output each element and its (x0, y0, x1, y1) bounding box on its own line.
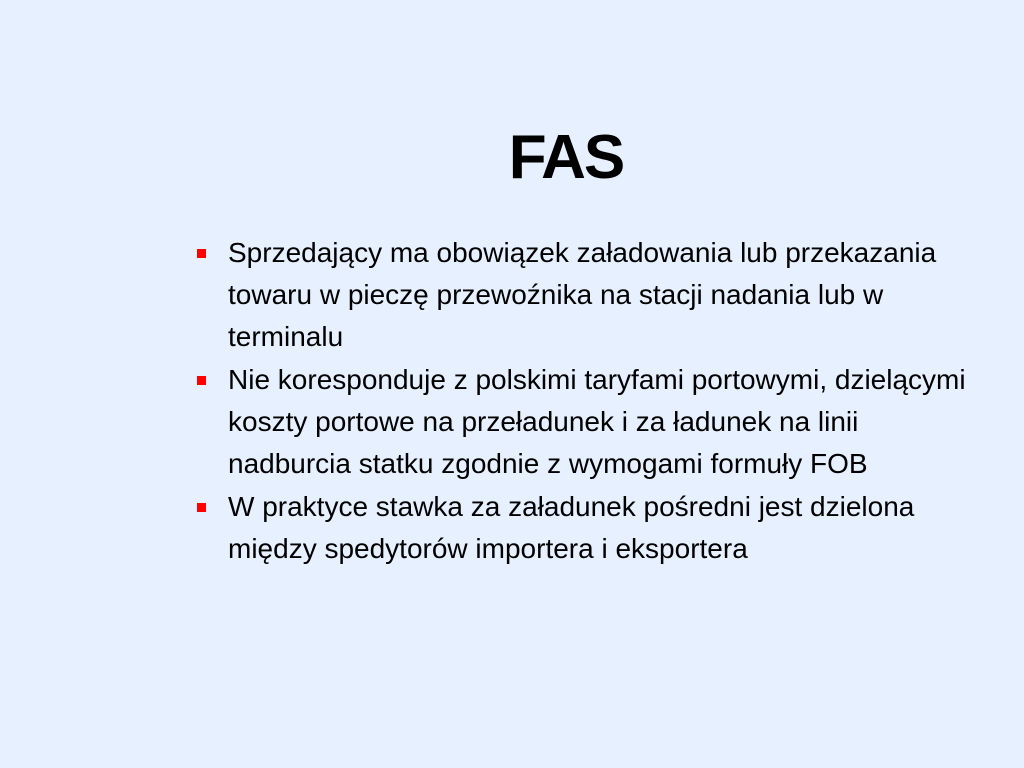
bullet-list (192, 232, 982, 571)
bullet-square-icon (197, 376, 206, 385)
bullet-text-2: Nie koresponduje z polskimi taryfami portowymi, dzielącymi koszty portowe na przeładunek i za ładunek na linii nadburcia statku zgodnie z wymogami formuły FOB (228, 364, 966, 479)
bullet-text-3: W praktyce stawka za załadunek pośredni jest dzielona między spedytorów importera i eksportera (228, 491, 915, 564)
slide-title: FAS (508, 123, 624, 192)
bullet-text-1: Sprzedający ma obowiązek załadowania lub przekazania towaru w pieczę przewoźnika na stacji nadania lub w terminalu (228, 237, 937, 352)
bullet-item-2 (192, 359, 982, 485)
bullet-square-icon (197, 249, 206, 258)
bullet-item-1 (192, 232, 982, 358)
bullet-square-icon (197, 503, 206, 512)
bullet-item-3 (192, 486, 982, 570)
